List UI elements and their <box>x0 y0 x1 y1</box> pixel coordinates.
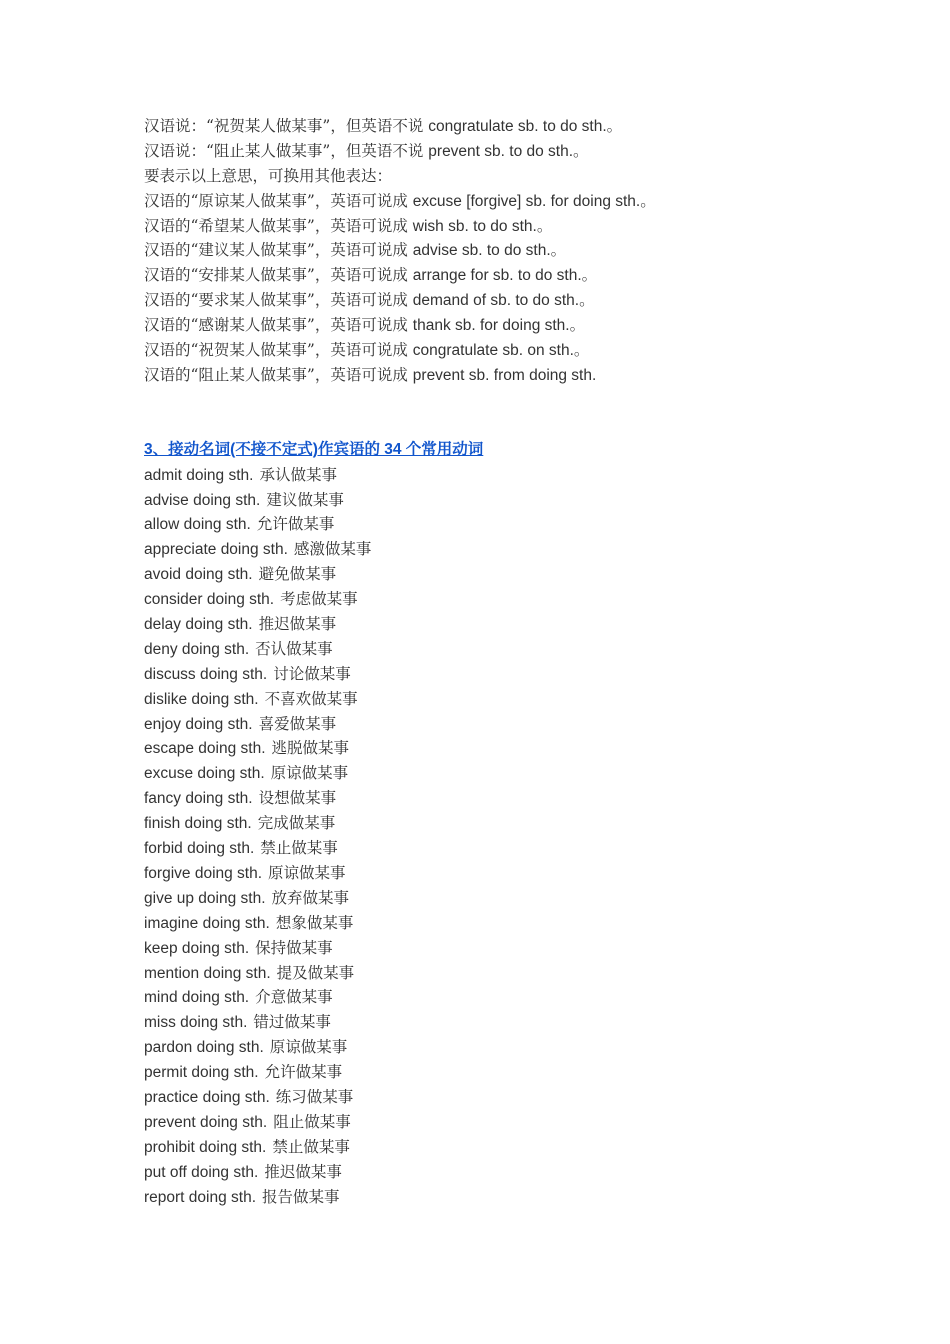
verb-list-item <box>144 861 844 886</box>
verb-meaning: 讨论做某事 <box>273 664 351 683</box>
verb-list-item <box>144 1160 844 1185</box>
verb-meaning: 错过做某事 <box>253 1013 331 1032</box>
intro-line-zh: 汉语的“阻止某人做某事”，英语可说成 <box>144 365 413 384</box>
intro-line-en: advise sb. to do sth. <box>412 242 551 260</box>
verb-meaning: 保持做某事 <box>255 938 333 957</box>
verb-phrase: forbid doing sth. <box>144 840 255 858</box>
verb-list-item <box>144 1185 844 1210</box>
verb-list-item <box>144 761 844 786</box>
intro-line-en: prevent sb. to do sth. <box>428 142 574 160</box>
verb-phrase: enjoy doing sth. <box>144 715 253 733</box>
verb-meaning: 喜爱做某事 <box>258 714 337 733</box>
verb-meaning: 阻止做某事 <box>273 1112 351 1131</box>
intro-line-end: 。 <box>550 241 567 260</box>
verb-meaning: 禁止做某事 <box>260 839 338 858</box>
intro-line <box>144 214 844 239</box>
intro-line-zh: 汉语说：“祝贺某人做某事”，但英语不说 <box>144 117 429 135</box>
intro-line <box>144 263 844 288</box>
intro-line-en: thank sb. for doing sth. <box>412 317 570 335</box>
verb-list-item <box>144 1010 844 1035</box>
verb-list-item <box>144 687 844 712</box>
verb-phrase: allow doing sth. <box>144 516 251 534</box>
verb-meaning: 原谅做某事 <box>269 1038 348 1057</box>
verb-phrase: advise doing sth. <box>144 491 261 509</box>
verb-meaning: 推迟做某事 <box>264 1162 342 1181</box>
intro-line <box>144 238 844 263</box>
verb-phrase: finish doing sth. <box>144 815 252 833</box>
verb-phrase: admit doing sth. <box>144 466 254 484</box>
intro-line-en: congratulate sb. to do sth. <box>428 118 607 135</box>
intro-line-en: arrange for sb. to do sth. <box>412 267 582 285</box>
intro-line-zh: 汉语的“祝贺某人做某事”，英语可说成 <box>144 341 413 360</box>
intro-line-zh: 汉语的“安排某人做某事”，英语可说成 <box>144 266 413 285</box>
intro-line-en: demand of sb. to do sth. <box>412 292 580 310</box>
verb-list-item <box>144 612 844 637</box>
verb-phrase: consider doing sth. <box>144 591 275 609</box>
verb-meaning: 推迟做某事 <box>258 615 337 634</box>
verb-phrase: prevent doing sth. <box>144 1113 268 1131</box>
verb-list-item <box>144 985 844 1010</box>
intro-line-end: 。 <box>569 316 586 335</box>
verb-phrase: imagine doing sth. <box>144 914 270 932</box>
verb-phrase: delay doing sth. <box>144 616 253 634</box>
verb-list-item <box>144 637 844 662</box>
verb-list <box>144 463 844 1210</box>
verb-meaning: 承认做某事 <box>259 465 337 484</box>
intro-line <box>144 338 844 363</box>
intro-line-zh: 汉语的“希望某人做某事”，英语可说成 <box>144 216 413 235</box>
intro-line-zh: 汉语的“原谅某人做某事”，英语可说成 <box>144 191 413 210</box>
intro-line-zh: 要表示以上意思，可换用其他表达： <box>144 166 393 185</box>
verb-list-item <box>144 662 844 687</box>
intro-line-end: 。 <box>640 191 656 210</box>
intro-line-en: excuse [forgive] sb. for doing sth. <box>412 192 641 210</box>
verb-meaning: 否认做某事 <box>255 639 333 658</box>
verb-meaning: 原谅做某事 <box>268 863 346 882</box>
intro-line-zh: 汉语的“感谢某人做某事”，英语可说成 <box>144 316 413 335</box>
verb-phrase: permit doing sth. <box>144 1064 259 1082</box>
verb-phrase: discuss doing sth. <box>144 665 268 683</box>
verb-list-item <box>144 1135 844 1160</box>
verb-list-item <box>144 512 844 537</box>
intro-line-en: congratulate sb. on sth. <box>412 342 574 360</box>
verb-meaning: 允许做某事 <box>256 515 335 534</box>
verb-phrase: mind doing sth. <box>144 989 250 1007</box>
section-spacer <box>144 388 844 438</box>
intro-line-zh: 汉语的“建议某人做某事”，英语可说成 <box>144 241 413 260</box>
verb-meaning: 介意做某事 <box>255 988 333 1007</box>
verb-phrase: miss doing sth. <box>144 1014 248 1032</box>
verb-list-item <box>144 712 844 737</box>
verb-meaning: 禁止做某事 <box>272 1137 350 1156</box>
verb-list-item <box>144 936 844 961</box>
verb-list-item <box>144 1085 844 1110</box>
verb-meaning: 练习做某事 <box>275 1087 354 1106</box>
verb-phrase: dislike doing sth. <box>144 690 259 708</box>
verb-list-item <box>144 911 844 936</box>
verb-meaning: 想象做某事 <box>275 913 354 932</box>
intro-line <box>144 313 844 338</box>
intro-line-end: 。 <box>606 117 623 135</box>
verb-meaning: 放弃做某事 <box>271 888 350 907</box>
intro-line-zh: 汉语的“要求某人做某事”，英语可说成 <box>144 291 413 310</box>
verb-phrase: report doing sth. <box>144 1188 257 1206</box>
verb-meaning: 完成做某事 <box>257 814 336 833</box>
document-page <box>144 114 844 1209</box>
verb-list-item <box>144 886 844 911</box>
verb-meaning: 允许做某事 <box>264 1063 343 1082</box>
verb-phrase: pardon doing sth. <box>144 1039 264 1057</box>
verb-list-item <box>144 836 844 861</box>
verb-phrase: fancy doing sth. <box>144 790 253 808</box>
intro-line <box>144 139 844 164</box>
verb-list-item <box>144 463 844 488</box>
verb-meaning: 逃脱做某事 <box>271 739 350 758</box>
verb-phrase: escape doing sth. <box>144 740 266 758</box>
intro-line-end: 。 <box>579 291 595 310</box>
verb-list-item <box>144 786 844 811</box>
section-heading-link[interactable]: 3、接动名词(不接不定式)作宾语的 34 个常用动词 <box>144 440 484 458</box>
verb-meaning: 感激做某事 <box>293 540 372 559</box>
verb-phrase: mention doing sth. <box>144 964 271 982</box>
intro-line-end: 。 <box>536 216 553 235</box>
intro-line <box>144 189 844 214</box>
verb-list-item <box>144 961 844 986</box>
intro-paragraph <box>144 114 844 388</box>
verb-list-item <box>144 1060 844 1085</box>
intro-line-en: wish sb. to do sth. <box>412 217 537 235</box>
verb-list-item <box>144 1035 844 1060</box>
verb-meaning: 原谅做某事 <box>270 764 349 783</box>
verb-phrase: give up doing sth. <box>144 889 266 907</box>
verb-list-item <box>144 811 844 836</box>
verb-meaning: 建议做某事 <box>266 490 344 509</box>
verb-meaning: 避免做某事 <box>258 565 337 584</box>
verb-list-item <box>144 587 844 612</box>
verb-phrase: keep doing sth. <box>144 939 250 957</box>
verb-phrase: avoid doing sth. <box>144 566 253 584</box>
verb-meaning: 报告做某事 <box>262 1187 340 1206</box>
verb-list-item <box>144 562 844 587</box>
verb-phrase: put off doing sth. <box>144 1163 259 1181</box>
intro-line <box>144 363 844 388</box>
verb-list-item <box>144 736 844 761</box>
verb-meaning: 设想做某事 <box>258 789 337 808</box>
verb-list-item <box>144 488 844 513</box>
intro-line <box>144 288 844 313</box>
verb-list-item <box>144 537 844 562</box>
verb-phrase: prohibit doing sth. <box>144 1138 267 1156</box>
intro-line-end: 。 <box>573 141 589 160</box>
verb-meaning: 不喜欢做某事 <box>264 689 358 708</box>
intro-line-end: 。 <box>581 266 598 285</box>
verb-meaning: 提及做某事 <box>276 963 355 982</box>
intro-line-zh: 汉语说：“阻止某人做某事”，但英语不说 <box>144 141 429 160</box>
intro-line <box>144 164 844 189</box>
verb-phrase: forgive doing sth. <box>144 864 263 882</box>
verb-phrase: deny doing sth. <box>144 640 250 658</box>
verb-phrase: excuse doing sth. <box>144 765 265 783</box>
intro-line <box>144 114 844 139</box>
verb-meaning: 考虑做某事 <box>280 590 358 609</box>
intro-line-end: 。 <box>573 341 590 360</box>
intro-line-en: prevent sb. from doing sth. <box>412 366 597 384</box>
verb-list-item <box>144 1110 844 1135</box>
verb-phrase: appreciate doing sth. <box>144 541 288 559</box>
verb-phrase: practice doing sth. <box>144 1088 270 1106</box>
